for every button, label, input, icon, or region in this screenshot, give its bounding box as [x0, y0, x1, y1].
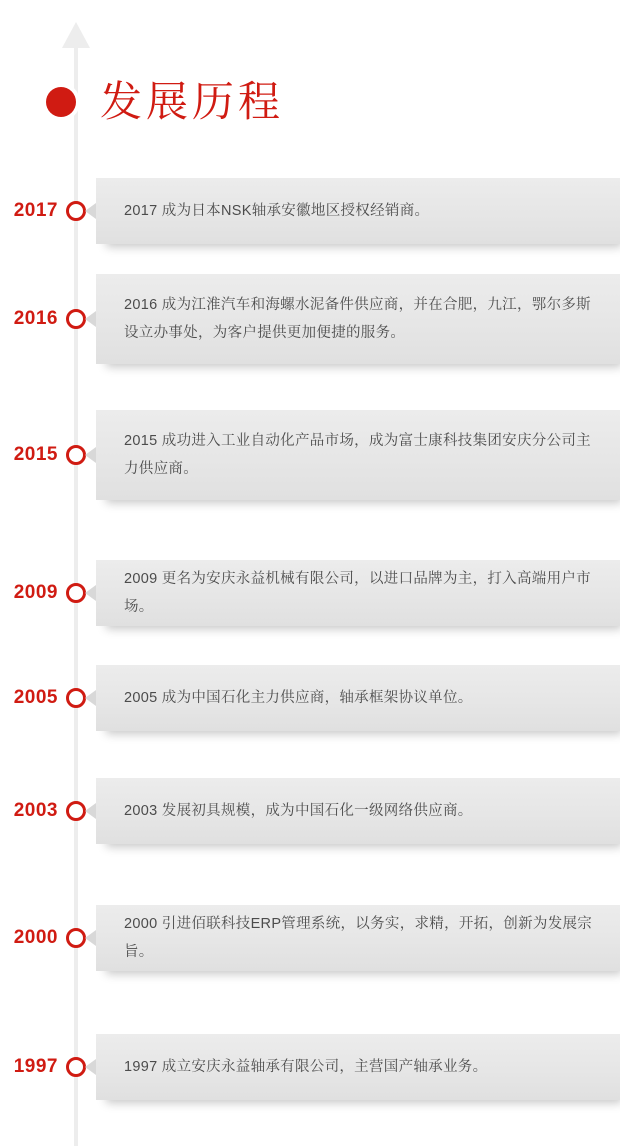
- timeline-card[interactable]: [96, 1034, 620, 1100]
- page-title: 发展历程: [100, 78, 285, 125]
- timeline-node-icon: [66, 201, 86, 221]
- timeline-node-icon: [66, 583, 86, 603]
- timeline-card-text: 2005 成为中国石化主力供应商，轴承框架协议单位。: [124, 690, 473, 706]
- timeline-entry: [0, 778, 620, 844]
- timeline-card-text: 2016 成为江淮汽车和海螺水泥备件供应商，并在合肥，九江，鄂尔多斯设立办事处，为客户提供更加便捷的服务。: [124, 297, 591, 341]
- timeline-node-icon: [66, 1057, 86, 1077]
- timeline-card[interactable]: [96, 665, 620, 731]
- timeline-entry: [0, 665, 620, 731]
- card-pointer-icon: [85, 1059, 96, 1075]
- timeline-node-icon: [66, 445, 86, 465]
- timeline-card[interactable]: [96, 778, 620, 844]
- timeline-entry: [0, 1034, 620, 1100]
- card-pointer-icon: [85, 311, 96, 327]
- timeline-entry: [0, 905, 620, 971]
- timeline-node-icon: [66, 801, 86, 821]
- timeline-card[interactable]: [96, 905, 620, 971]
- timeline-card[interactable]: [96, 178, 620, 244]
- timeline-card-text: 2003 发展初具规模，成为中国石化一级网络供应商。: [124, 803, 473, 819]
- timeline-year-label: 2003: [13, 800, 58, 821]
- timeline-card-text: 2015 成功进入工业自动化产品市场，成为富士康科技集团安庆分公司主力供应商。: [124, 433, 591, 477]
- timeline-year-label: 2009: [13, 582, 58, 603]
- timeline-card-text: 2017 成为日本NSK轴承安徽地区授权经销商。: [124, 203, 430, 219]
- card-pointer-icon: [85, 690, 96, 706]
- timeline-year-label: 1997: [13, 1056, 58, 1077]
- card-pointer-icon: [85, 930, 96, 946]
- card-pointer-icon: [85, 203, 96, 219]
- timeline-entry: [0, 178, 620, 244]
- timeline-node-icon: [66, 688, 86, 708]
- card-pointer-icon: [85, 447, 96, 463]
- card-pointer-icon: [85, 585, 96, 601]
- timeline-node-icon: [66, 309, 86, 329]
- timeline-card[interactable]: [96, 274, 620, 364]
- timeline-node-icon: [66, 928, 86, 948]
- card-pointer-icon: [85, 803, 96, 819]
- timeline-card[interactable]: [96, 410, 620, 500]
- timeline-year-label: 2015: [13, 444, 58, 465]
- timeline-entry: [0, 560, 620, 626]
- timeline-card-text: 1997 成立安庆永益轴承有限公司，主营国产轴承业务。: [124, 1059, 488, 1075]
- timeline-card[interactable]: [96, 560, 620, 626]
- timeline-card-text: 2000 引进佰联科技ERP管理系统，以务实，求精，开拓，创新为发展宗旨。: [124, 916, 593, 960]
- timeline-entry: [0, 274, 620, 364]
- timeline-year-label: 2016: [13, 308, 58, 329]
- timeline-card-text: 2009 更名为安庆永益机械有限公司，以进口品牌为主，打入高端用户市场。: [124, 571, 591, 615]
- timeline-year-label: 2017: [13, 200, 58, 221]
- header-dot-icon: [46, 87, 76, 117]
- timeline-year-label: 2005: [13, 687, 58, 708]
- timeline-year-label: 2000: [13, 927, 58, 948]
- timeline-entry: [0, 410, 620, 500]
- page-title-group: [46, 78, 284, 126]
